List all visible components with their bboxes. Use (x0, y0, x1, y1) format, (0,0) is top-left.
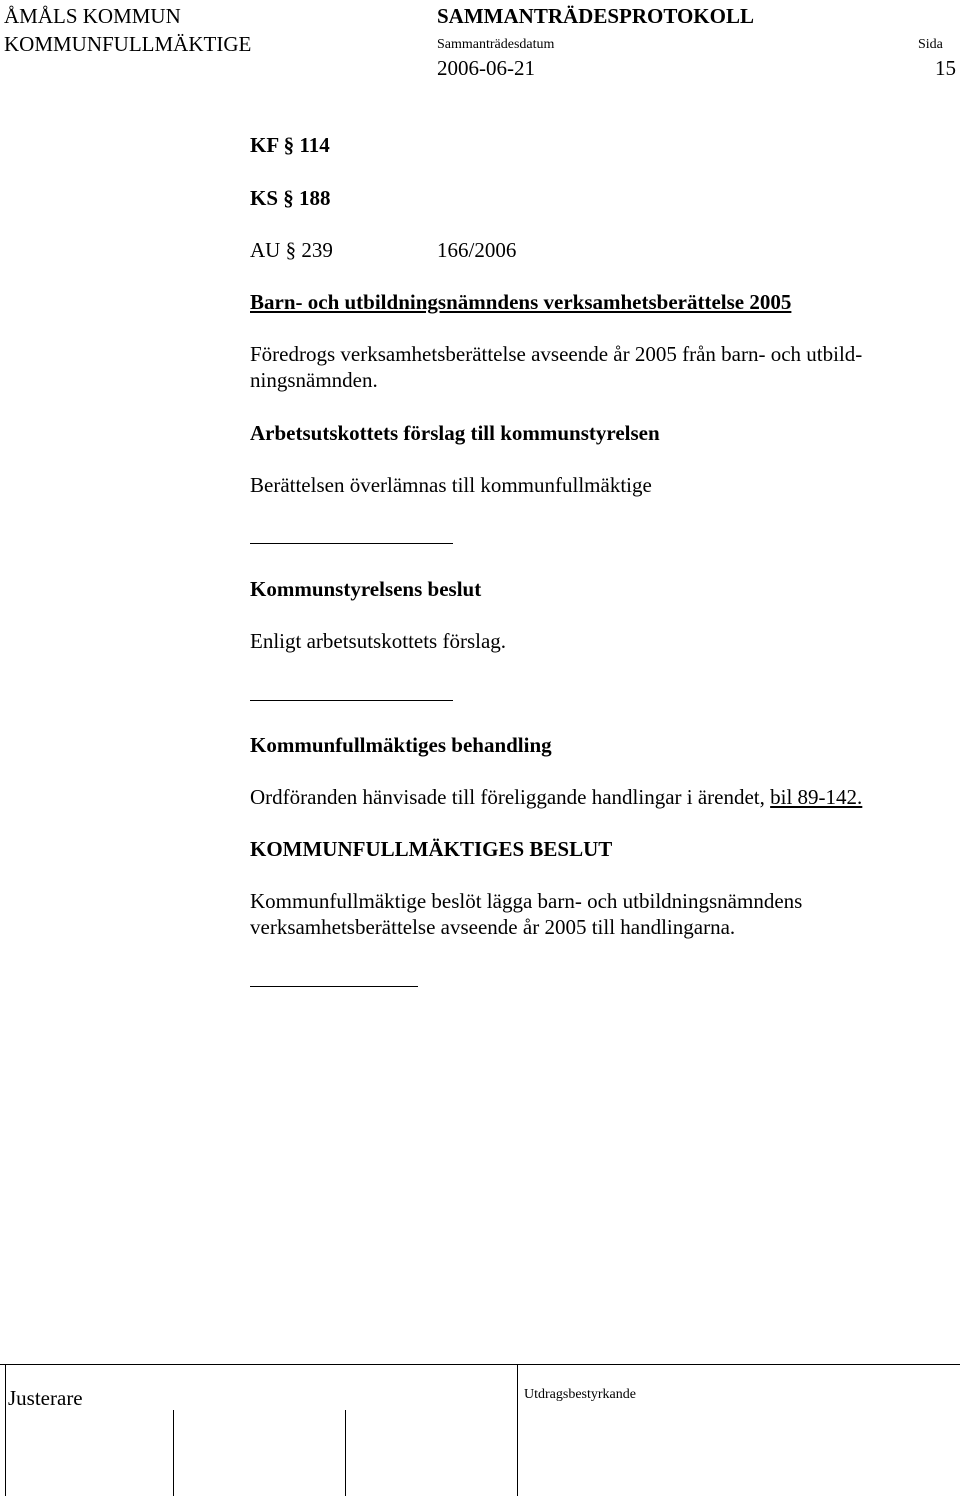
au-prefix: AU (250, 238, 281, 262)
diary-number: 166/2006 (437, 238, 517, 262)
paragraph-symbol: § (283, 133, 295, 157)
ks-number: 188 (299, 186, 331, 210)
paragraph-symbol: § (283, 186, 294, 210)
ks-text: Enligt arbetsutskottets förslag. (250, 629, 507, 653)
intro-line-1: Föredrogs verksamhetsberättelse avseende år 2005 från barn- och utbild- (250, 342, 863, 366)
au-number: 239 (301, 238, 333, 262)
separator-rule (250, 700, 453, 701)
signature-box-divider (345, 1410, 346, 1496)
kf-text-main: Ordföranden hänvisade till föreliggande handlingar i ärendet, (250, 785, 771, 809)
signature-box-divider (5, 1365, 6, 1496)
attachment-reference: bil 89-142. (770, 785, 863, 809)
kf-ref (250, 132, 330, 158)
ks-ref (250, 185, 331, 211)
signature-box-divider (517, 1365, 518, 1496)
paragraph-symbol: § (285, 238, 297, 262)
intro-line-2: ningsnämnden. (250, 368, 378, 392)
kf-heading: Kommunfullmäktiges behandling (250, 733, 552, 757)
ks-heading: Kommunstyrelsens beslut (250, 577, 482, 601)
separator-rule (250, 986, 418, 987)
au-text: Berättelsen överlämnas till kommunfullmäktige (250, 473, 652, 497)
doc-type: SAMMANTRÄDESPROTOKOLL (437, 4, 754, 28)
page-number: 15 (935, 56, 956, 80)
decision-heading: KOMMUNFULLMÄKTIGES BESLUT (250, 837, 613, 861)
ks-prefix: KS (250, 186, 279, 210)
justerare-label: Justerare (8, 1386, 83, 1410)
au-heading: Arbetsutskottets förslag till kommunstyrelsen (250, 421, 660, 445)
body-name: KOMMUNFULLMÄKTIGE (4, 32, 252, 56)
kf-number: 114 (299, 133, 330, 157)
org-name: ÅMÅLS KOMMUN (4, 4, 181, 28)
decision-line-2: verksamhetsberättelse avseende år 2005 till handlingarna. (250, 915, 736, 939)
au-ref (250, 237, 333, 263)
page-label: Sida (918, 37, 943, 52)
kf-text (250, 784, 862, 810)
separator-rule (250, 543, 453, 544)
kf-prefix: KF (250, 133, 279, 157)
date-label: Sammanträdesdatum (437, 37, 555, 52)
meeting-date: 2006-06-21 (437, 56, 535, 80)
decision-line-1: Kommunfullmäktige beslöt lägga barn- och utbildningsnämndens (250, 889, 803, 913)
case-title: Barn- och utbildningsnämndens verksamhetsberättelse 2005 (250, 290, 792, 314)
footer-top-rule (0, 1364, 960, 1365)
signature-box-divider (173, 1410, 174, 1496)
utdragsbestyrkande-label: Utdragsbestyrkande (524, 1387, 636, 1402)
